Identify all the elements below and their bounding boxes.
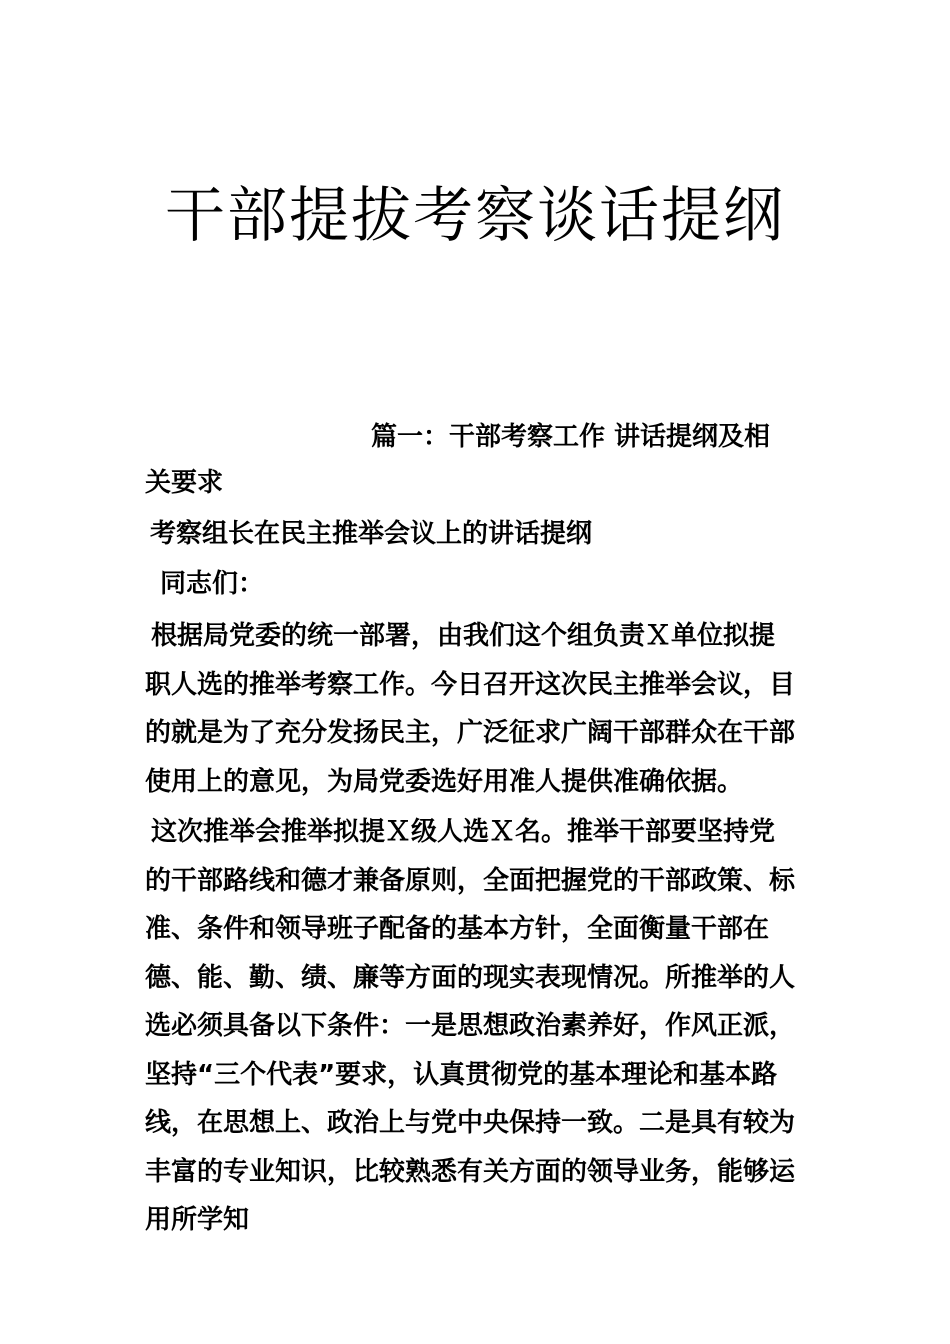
section-heading: 篇一：干部考察工作 讲话提纲及相关要求 xyxy=(145,422,771,498)
body-paragraph: 根据局党委的统一部署，由我们这个组负责Ｘ单位拟提职人选的推举考察工作。今日召开这次民主推举会议，目的就是为了充分发扬民主，广泛征求广阔干部群众在干部使用上的意见，为局党委选好用准人提供准确依据。 xyxy=(145,621,796,797)
body-paragraph: 这次推举会推举拟提Ｘ级人选Ｘ名。推举干部要坚持党的干部路线和德才兼备原则，全面把握党的干部政策、标准、条件和领导班子配备的基本方针，全面衡量干部在德、能、勤、绩、廉等方面的现实表现情况。所推举的人选必须具备以下条件：一是思想政治素养好，作风正派，坚持“三个代表”要求，认真贯彻党的基本理论和基本路线，在思想上、政治上与党中央保持一致。二是具有较为丰富的专业知识，比较熟悉有关方面的领导业务，能够运用所学知 xyxy=(145,817,796,1235)
document-title: 干部提拔考察谈话提纲 xyxy=(165,181,785,251)
subheading: 考察组长在民主推举会议上的讲话提纲 xyxy=(150,519,593,549)
salutation: 同志们： xyxy=(160,569,265,599)
